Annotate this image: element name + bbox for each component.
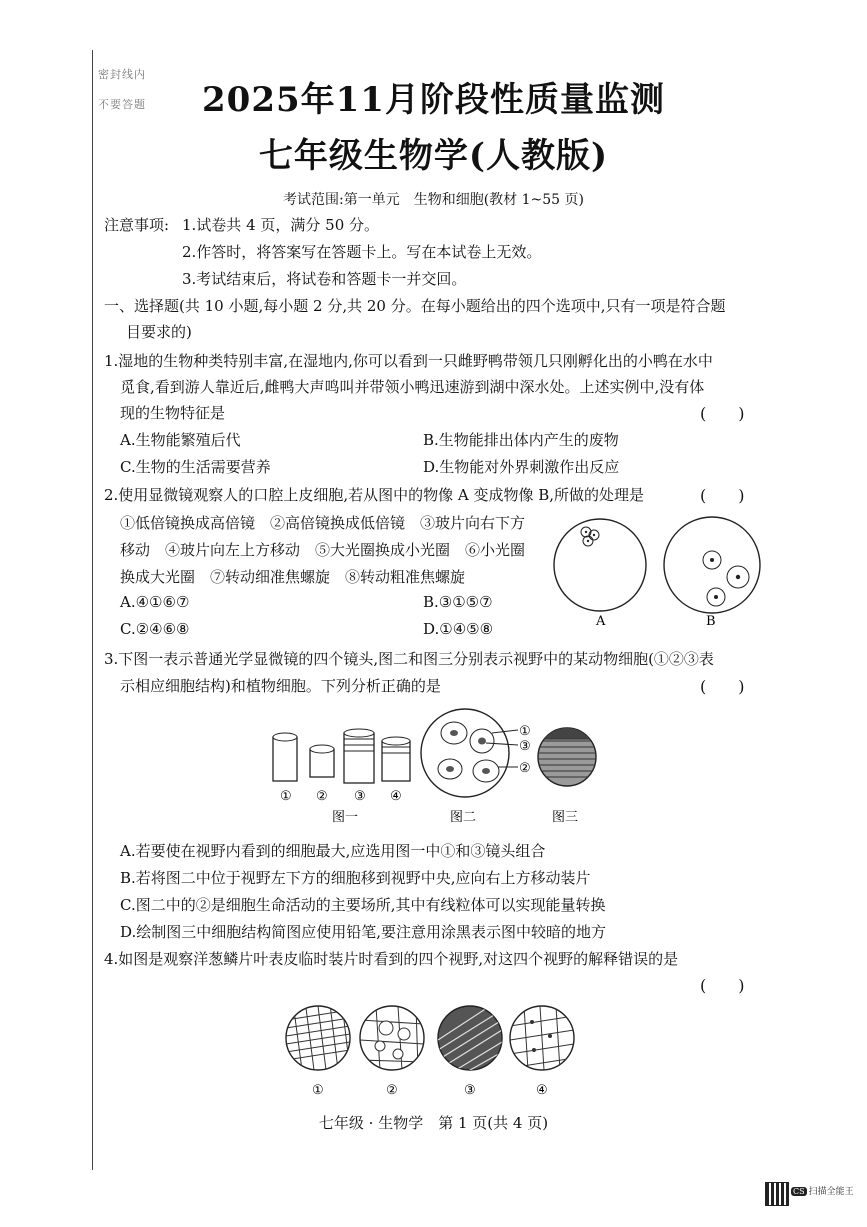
onion-view-1	[286, 1004, 350, 1070]
q2-microscope-views	[550, 505, 765, 630]
exam-title: 2025年11月阶段性质量监测	[202, 80, 665, 120]
binding-line	[92, 50, 93, 1170]
section-heading: 一、选择题(共 10 小题,每小题 2 分,共 20 分。在每小题给出的四个选项中,只有一项是符合题	[104, 297, 726, 315]
note-item: 1.试卷共 4 页，满分 50 分。	[182, 216, 380, 234]
scanner-watermark	[791, 1184, 855, 1200]
lens-2	[310, 745, 334, 777]
exam-subtitle: 七年级生物学(人教版)	[258, 136, 609, 176]
cell-structure-label: ①	[519, 724, 531, 739]
q1-option-d: D.生物能对外界刺激作出反应	[423, 458, 620, 476]
q1-option-a: A.生物能繁殖后代	[120, 431, 241, 449]
q1-stem: 现的生物特征是	[120, 404, 226, 422]
scanner-badge: CS	[793, 1187, 805, 1196]
q4-stem: 4.如图是观察洋葱鳞片叶表皮临时装片时看到的四个视野,对这四个视野的解释错误的是	[104, 950, 679, 968]
note-item: 2.作答时，将答案写在答题卡上。写在本试卷上无效。	[182, 243, 542, 261]
q4-onion-views	[280, 1000, 580, 1105]
q2-choice-line: 换成大光圈 ⑦转动细准焦螺旋 ⑧转动粗准焦螺旋	[120, 568, 466, 586]
answer-paren: ( )	[700, 677, 745, 696]
q3-stem: 3.下图一表示普通光学显微镜的四个镜头,图二和图三分别表示视野中的某动物细胞(①②③表	[104, 650, 714, 668]
view-a-label: A	[596, 614, 606, 629]
answer-paren: ( )	[700, 486, 745, 505]
fig2-caption: 图二	[450, 810, 477, 825]
q1-option-b: B.生物能排出体内产生的废物	[423, 431, 619, 449]
q1-stem: 觅食,看到游人靠近后,雌鸭大声鸣叫并带领小鸭迅速游到湖中深水处。上述实例中,没有体	[120, 378, 705, 396]
view-label: ③	[464, 1083, 476, 1098]
q2-choice-line: ①低倍镜换成高倍镜 ②高倍镜换成低倍镜 ③玻片向右下方	[120, 514, 526, 532]
lens-label: ④	[390, 789, 402, 804]
section-heading-cont: 目要求的)	[126, 323, 192, 341]
q3-option-c: C.图二中的②是细胞生命活动的主要场所,其中有线粒体可以实现能量转换	[120, 896, 606, 914]
lens-1	[273, 733, 297, 781]
q2-stem: 2.使用显微镜观察人的口腔上皮细胞,若从图中的物像 A 变成物像 B,所做的处理是	[104, 486, 645, 504]
lens-4	[382, 737, 410, 781]
view-b	[664, 517, 760, 613]
seal-stamp-line1: 密封线内	[98, 68, 146, 81]
fig1-caption: 图一	[332, 810, 359, 825]
lens-3	[344, 729, 374, 783]
onion-view-3	[438, 1006, 502, 1078]
notes-label: 注意事项:	[104, 216, 170, 234]
q2-option-d: D.①④⑤⑧	[423, 620, 494, 638]
q3-option-d: D.绘制图三中细胞结构简图应使用铅笔,要注意用涂黑表示图中较暗的地方	[120, 923, 607, 941]
q2-choice-line: 移动 ④玻片向左上方移动 ⑤大光圈换成小光圈 ⑥小光圈	[120, 541, 526, 559]
q3-option-a: A.若要使在视野内看到的细胞最大,应选用图一中①和③镜头组合	[120, 842, 546, 860]
view-label: ②	[386, 1083, 398, 1098]
page-footer: 七年级 · 生物学 第 1 页(共 4 页)	[318, 1114, 549, 1132]
seal-stamp-line2: 不要答题	[98, 98, 146, 111]
animal-cell-view	[421, 709, 518, 797]
lens-label: ①	[280, 789, 292, 804]
scanner-label: 扫描全能王	[808, 1187, 854, 1197]
qr-code-icon	[765, 1182, 789, 1206]
plant-cell-view	[536, 727, 598, 786]
fig3-caption: 图三	[552, 810, 579, 825]
q3-option-b: B.若将图二中位于视野左下方的细胞移到视野中央,应向右上方移动装片	[120, 869, 591, 887]
onion-view-2	[360, 1006, 424, 1070]
q1-option-c: C.生物的生活需要营养	[120, 458, 271, 476]
cell-structure-label: ③	[519, 739, 531, 754]
q3-figures	[260, 705, 620, 830]
q2-option-a: A.④①⑥⑦	[120, 593, 190, 611]
cell-structure-label: ②	[519, 761, 531, 776]
answer-paren: ( )	[700, 976, 745, 995]
note-item: 3.考试结束后，将试卷和答题卡一并交回。	[182, 270, 467, 288]
view-b-label: B	[706, 614, 716, 629]
q3-stem: 示相应细胞结构)和植物细胞。下列分析正确的是	[120, 677, 441, 695]
answer-paren: ( )	[700, 404, 745, 423]
lens-label: ②	[316, 789, 328, 804]
q2-option-b: B.③①⑤⑦	[423, 593, 493, 611]
lens-label: ③	[354, 789, 366, 804]
q2-option-c: C.②④⑥⑧	[120, 620, 190, 638]
exam-scope: 考试范围:第一单元 生物和细胞(教材 1~55 页)	[283, 192, 584, 208]
q1-stem: 1.湿地的生物种类特别丰富,在湿地内,你可以看到一只雌野鸭带领几只刚孵化出的小鸭在水中	[104, 352, 713, 370]
view-label: ①	[312, 1083, 324, 1098]
view-label: ④	[536, 1083, 548, 1098]
onion-view-4	[510, 1006, 574, 1070]
view-a	[554, 519, 646, 611]
